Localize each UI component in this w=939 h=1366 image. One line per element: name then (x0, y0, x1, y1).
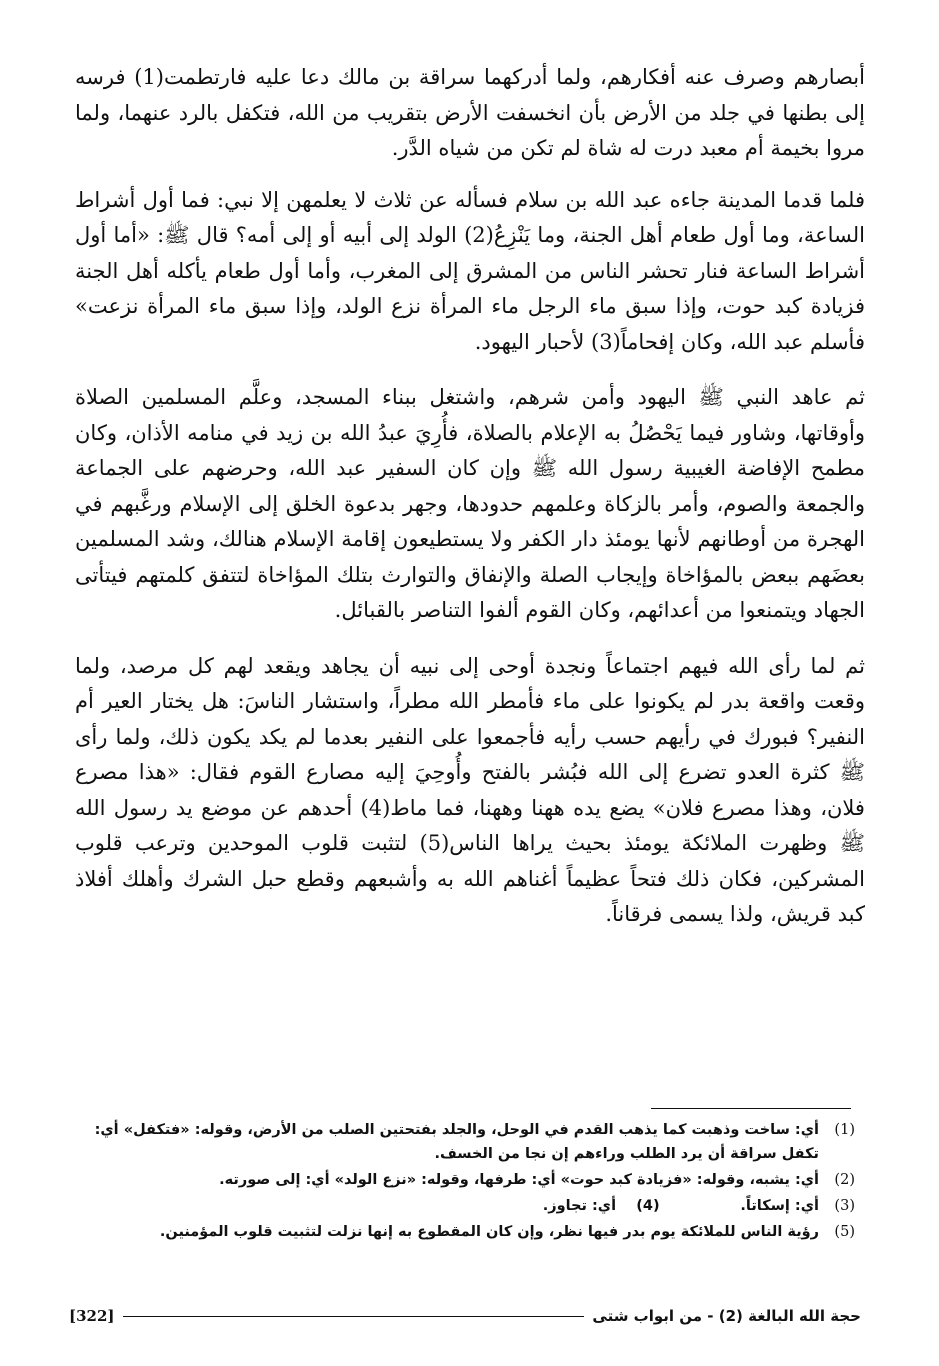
footnote-number: (5) (834, 1224, 855, 1240)
footnote-text: أي: يشبه، وقوله: «فزيادة كبد حوت» أي: طرفها، وقوله: «نزع الولد» أي: إلى صورته. (219, 1172, 819, 1188)
footnote-1 (65, 1118, 855, 1166)
footnote-text: أي: ساخت وذهبت كما يذهب القدم في الوحل، والجلد بفتحتين الصلب من الأرض، وقوله: «فتكفل» أي: تكفل سراقة أن يرد الطلب وراءهم إن نجا من الخسف. (94, 1122, 819, 1162)
paragraph-3: ثم عاهد النبي ﷺ اليهود وأمن شرهم، واشتغل ببناء المسجد، وعلَّم المسلمين الصلاة وأوقاتها، وشاور فيما يَحْصُلُ به الإعلام بالصلاة، فأُرِيَ عبدُ الله بن زيد في منامه الأذان، وكان مطمح الإفاضة الغيبية رسول الله ﷺ وإن كان السفير عبد الله، وحرضهم على الجماعة والجمعة والصوم، وأمر بالزكاة وعلمهم حدودها، وجهر بدعوة الخلق إلى الإسلام ورغَّبهم في الهجرة من أوطانهم لأنها يومئذ دار الكفر ولا يستطيعون إقامة الإسلام هنالك، وشد المسلمين بعضَهم ببعض بالمؤاخاة وإيجاب الصلة والإنفاق والتوارث بتلك المؤاخاة لتتفق كلمتهم فيتأتى الجهاد ويتمنعوا من أعدائهم، وكان القوم ألفوا التناصر بالقبائل. (75, 385, 865, 622)
footnote-number: (2) (834, 1172, 855, 1188)
footnote-number: (1) (834, 1122, 855, 1138)
paragraph-1: أبصارهم وصرف عنه أفكارهم، ولما أدركهما سراقة بن مالك دعا عليه فارتطمت(1) فرسه إلى بطنها في جلد من الأرض بأن انخسفت الأرض بتقريب من الله، فتكفل بالرد عنهما، ولما مروا بخيمة أم معبد درت له شاة لم تكن من شياه الدَّر. (75, 65, 865, 160)
footnotes (65, 1118, 855, 1246)
page-footer (69, 1302, 861, 1330)
running-title: حجة الله البالغة (2) - من ابواب شتى (592, 1307, 861, 1325)
footnote-separator (651, 1108, 851, 1109)
footnote-text: أي: إسكاتاً. (4) أي: تجاوز. (542, 1198, 819, 1214)
footnote-3 (65, 1194, 855, 1218)
paragraph-2: فلما قدما المدينة جاءه عبد الله بن سلام فسأله عن ثلاث لا يعلمهن إلا نبي: فما أول أشراط الساعة، وما أول طعام أهل الجنة، وما يَنْزِعُ(2) الولد إلى أبيه أو إلى أمه؟ قال ﷺ: «أما أول أشراط الساعة فنار تحشر الناس من المشرق إلى المغرب، وأما أول طعام يأكله أهل الجنة فزيادة كبد حوت، وإذا سبق ماء الرجل ماء المرأة نزع الولد، وإذا سبق ماء المرأة نزعت» فأسلم عبد الله، وكان إفحاماً(3) لأحبار اليهود. (75, 187, 865, 354)
footer-rule (123, 1316, 585, 1317)
main-text (75, 60, 865, 955)
paragraph-4: ثم لما رأى الله فيهم اجتماعاً ونجدة أوحى إلى نبيه أن يجاهد ويقعد لهم كل مرصد، ولما وقعت واقعة بدر لم يكونوا على ماء فأمطر الله مطراً، واستشار الناسَ: هل يختار العير أم النفير؟ فبورك في رأيهم حسب رأيه فأجمعوا على النفير بعدما لم يكد يكون ذلك، ولما رأى ﷺ كثرة العدو تضرع إلى الله فبُشر بالفتح وأُوحِيَ إليه مصارع القوم فقال: «هذا مصرع فلان، وهذا مصرع فلان» يضع يده ههنا وههنا، فما ماط(4) أحدهم عن موضع يد رسول الله ﷺ وظهرت الملائكة يومئذ بحيث يراها الناس(5) لتثبت قلوب الموحدين وترعب قلوب المشركين، فكان ذلك فتحاً عظيماً أغناهم الله به وأشبعهم وقطع حبل الشرك وأهلك أفلاذ كبد قريش، ولذا يسمى فرقاناً. (75, 653, 865, 926)
footnote-2 (65, 1168, 855, 1192)
footnote-text: رؤية الناس للملائكة يوم بدر فيها نظر، وإن كان المقطوع به إنها نزلت لتثبيت قلوب المؤمنين. (159, 1224, 819, 1240)
footnote-number: (3) (834, 1198, 855, 1214)
footnote-5 (65, 1220, 855, 1244)
page-number: [322] (69, 1307, 115, 1325)
